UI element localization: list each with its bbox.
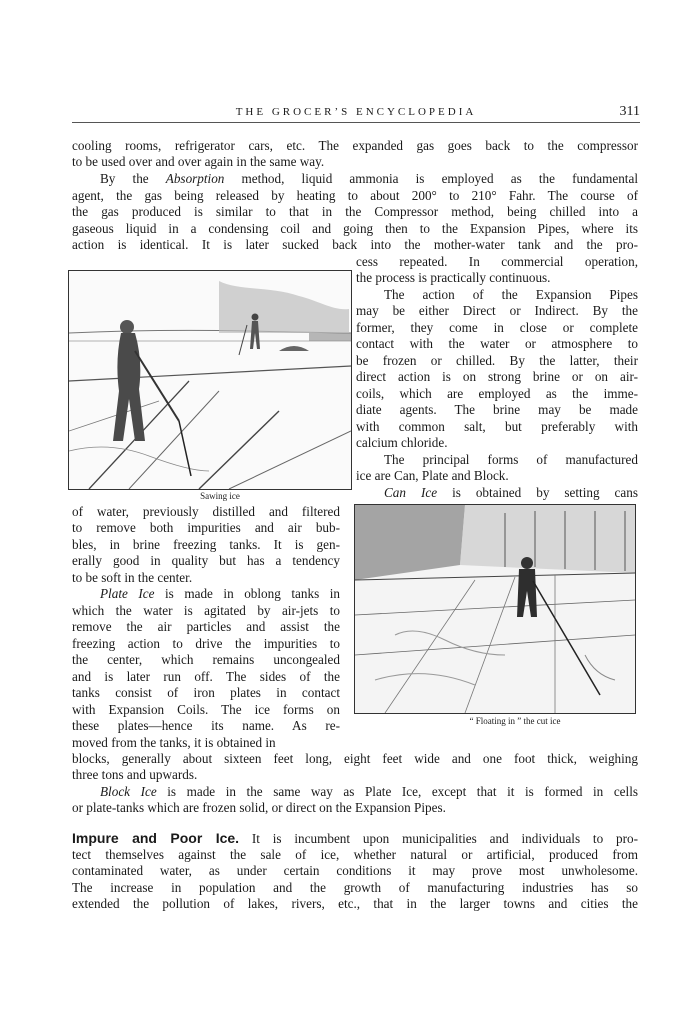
body-line: the center, which remains uncongealed	[72, 652, 340, 667]
body-line: these plates—hence its name. As re-	[72, 718, 340, 733]
body-line: ice are Can, Plate and Block.	[356, 468, 509, 483]
body-line: to be soft in the center.	[72, 570, 193, 585]
sawing-ice-illustration	[69, 271, 351, 489]
body-line: three tons and upwards.	[72, 767, 198, 782]
absorption-rest: method, liquid ammonia is employed as the fundamental	[224, 171, 638, 186]
caption-sawing-ice: Sawing ice	[200, 491, 240, 501]
absorption-term: Absorption	[165, 171, 225, 186]
body-line: or plate-tanks which are frozen solid, or direct on the Expansion Pipes.	[72, 800, 446, 815]
body-line: extended the pollution of lakes, rivers, etc., that in the larger towns and cities the	[72, 896, 638, 911]
body-line: The increase in population and the growth of manufacturing industries has so	[72, 880, 638, 895]
body-line: erally good in quality but has a tendency	[72, 553, 340, 568]
section-heading-impure-ice: Impure and Poor Ice.	[72, 830, 240, 846]
body-line	[72, 830, 638, 848]
body-line: bles, in brine freezing tanks. It is gen-	[72, 537, 340, 552]
body-line	[384, 485, 638, 502]
body-line: tect themselves against the sale of ice, whether natural or artificial, produced from	[72, 847, 638, 862]
can-ice-term: Can Ice	[384, 485, 438, 500]
figure-sawing-ice	[68, 270, 352, 490]
can-ice-rest: is obtained by setting cans	[437, 485, 638, 500]
body-line: The action of the Expansion Pipes	[384, 287, 638, 302]
body-line: blocks, generally about sixteen feet long, eight feet wide and one foot thick, weighing	[72, 751, 638, 766]
caption-floating-ice: “ Floating in ” the cut ice	[469, 716, 561, 726]
body-line: tanks consist of iron plates in contact	[72, 685, 340, 700]
body-line: diate agents. The brine may be made	[356, 402, 638, 417]
body-line: The principal forms of manufactured	[384, 452, 638, 467]
figure-floating-ice	[354, 504, 636, 714]
body-line: cess repeated. In commercial operation,	[356, 254, 638, 269]
body-line: gaseous liquid in a condensing coil and going then to the Expansion Pipes, where its	[72, 221, 638, 236]
body-line: which the water is agitated by air-jets to	[72, 603, 340, 618]
page-number: 311	[619, 104, 640, 119]
body-line: the gas produced is similar to that in the Compressor method, being chilled into a	[72, 204, 638, 219]
plate-ice-term: Plate Ice	[100, 586, 155, 601]
body-line: freezing action to drive the impurities to	[72, 636, 340, 651]
body-line: may be either Direct or Indirect. By the	[356, 303, 638, 318]
body-line	[100, 586, 340, 603]
body-line: action is identical. It is later sucked back into the mother-water tank and the pro-	[72, 237, 638, 252]
page-header	[72, 104, 640, 126]
body-line: and is later run off. The sides of the	[72, 669, 340, 684]
body-line: of water, previously distilled and filtered	[72, 504, 340, 519]
body-line: coils, which are employed as the imme-	[356, 386, 638, 401]
body-line: be frozen or chilled. By the latter, their	[356, 353, 638, 368]
body-line: agent, the gas being released by heating to about 200° to 210° Fahr. The course of	[72, 188, 638, 203]
body-line	[100, 784, 638, 801]
body-line: moved from the tanks, it is obtained in	[72, 735, 276, 750]
body-line: remove the air particles and assist the	[72, 619, 340, 634]
body-line: to remove both impurities and air bub-	[72, 520, 340, 535]
body-line	[100, 171, 638, 188]
body-line: former, they come in close or complete	[356, 320, 638, 335]
body-line: calcium chloride.	[356, 435, 448, 450]
block-ice-term: Block Ice	[100, 784, 157, 799]
plate-ice-rest: is made in oblong tanks in	[154, 586, 340, 601]
floating-ice-illustration	[355, 505, 635, 713]
body-line: contaminated water, as under certain conditions it may prove most unwholesome.	[72, 863, 638, 878]
body-line: the process is practically continuous.	[356, 270, 551, 285]
body-line: contact with the water or atmosphere to	[356, 336, 638, 351]
body-line: with Expansion Coils. The ice forms on	[72, 702, 340, 717]
body-line: to be used over and over again in the same way.	[72, 154, 325, 169]
impure-rest: It is incumbent upon municipalities and individuals to pro-	[239, 831, 638, 846]
running-title: THE GROCER’S ENCYCLOPEDIA	[235, 106, 477, 118]
block-ice-rest: is made in the same way as Plate Ice, except that it is formed in cells	[156, 784, 638, 799]
absorption-lead: By the	[100, 171, 166, 186]
body-line: cooling rooms, refrigerator cars, etc. The expanded gas goes back to the compressor	[72, 138, 638, 153]
body-line: direct action is on strong brine or on air-	[356, 369, 638, 384]
header-rule	[72, 122, 640, 123]
body-line: with common salt, but preferably with	[356, 419, 638, 434]
